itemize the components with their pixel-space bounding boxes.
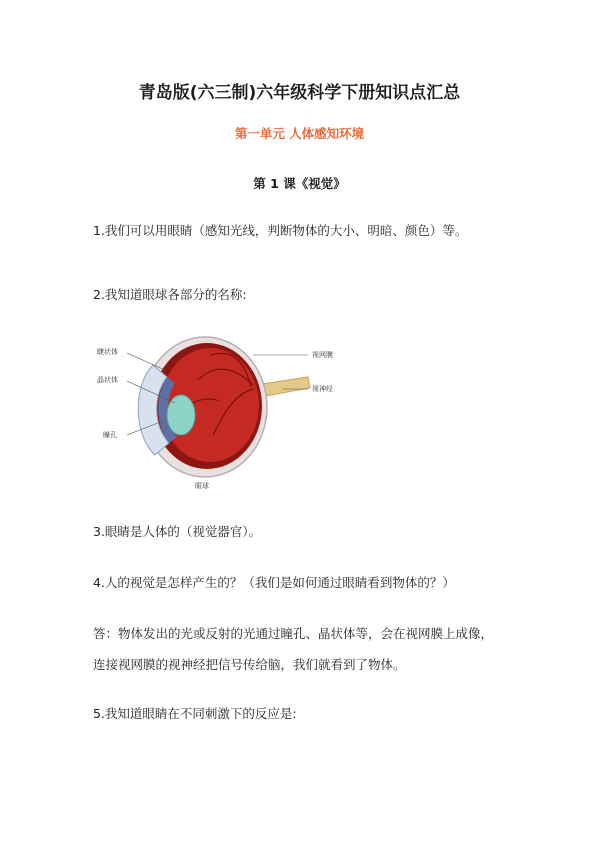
lesson-heading: 第 1 课《视觉》 — [253, 176, 346, 191]
paragraph-5: 5.我知道眼睛在不同刺激下的反应是: — [93, 706, 297, 721]
label-ciliary-body: 睫状体 — [97, 348, 118, 356]
label-retina: 视网膜 — [312, 351, 333, 359]
unit-heading: 第一单元 人体感知环境 — [234, 126, 365, 141]
label-eyeball: 眼球 — [195, 482, 209, 490]
paragraph-2: 2.我知道眼球各部分的名称: — [93, 287, 247, 302]
paragraph-4: 4.人的视觉是怎样产生的？（我们是如何通过眼睛看到物体的？） — [93, 575, 455, 590]
paragraph-3: 3.眼睛是人体的（视觉器官）。 — [93, 524, 262, 539]
paragraph-1: 1.我们可以用眼睛（感知光线，判断物体的大小、明暗、颜色）等。 — [93, 223, 468, 238]
page-title: 青岛版(六三制)六年级科学下册知识点汇总 — [138, 83, 461, 103]
label-optic-nerve: 视神经 — [312, 385, 333, 393]
eyeball-illustration — [93, 325, 355, 495]
eyeball-diagram — [93, 325, 355, 495]
answer-line-1: 答：物体发出的光或反射的光通过瞳孔、晶状体等，会在视网膜上成像， — [93, 626, 494, 641]
answer-line-2: 连接视网膜的视神经把信号传给脑，我们就看到了物体。 — [93, 657, 406, 672]
label-pupil: 瞳孔 — [103, 431, 117, 439]
label-lens: 晶状体 — [97, 376, 118, 384]
